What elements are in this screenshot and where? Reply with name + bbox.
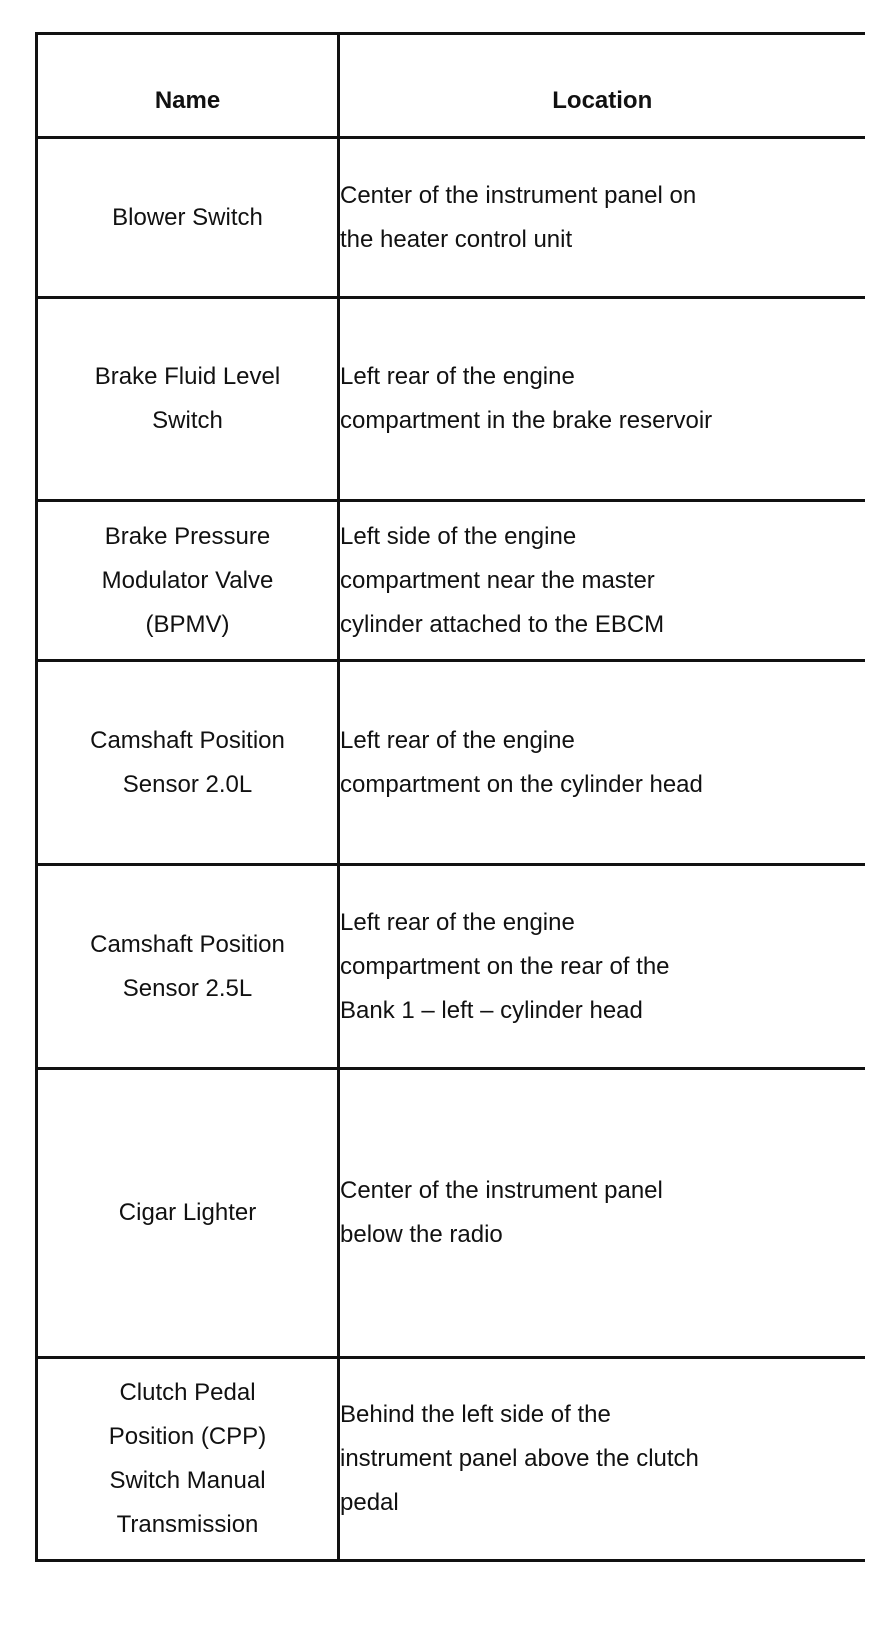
component-location: Center of the instrument panel below the radio <box>340 1177 663 1248</box>
table-row <box>37 138 865 298</box>
component-name: Camshaft Position Sensor 2.5L <box>90 930 285 1002</box>
table-row <box>37 865 865 1069</box>
component-location-cell <box>339 1069 865 1358</box>
component-name: Blower Switch <box>112 203 263 231</box>
table-row <box>37 661 865 865</box>
table-row <box>37 298 865 501</box>
component-location: Left side of the engine compartment near the master cylinder attached to the EBCM <box>340 522 665 638</box>
component-name-cell <box>37 865 339 1069</box>
table-header-row <box>37 34 865 138</box>
component-name-cell <box>37 1069 339 1358</box>
component-location-cell <box>339 298 865 501</box>
component-name-cell <box>37 661 339 865</box>
table-row <box>37 501 865 661</box>
component-name-cell <box>37 298 339 501</box>
component-location-cell <box>339 138 865 298</box>
component-location-cell <box>339 1358 865 1561</box>
component-name: Cigar Lighter <box>118 1199 257 1226</box>
column-header-name: Name <box>37 34 339 138</box>
component-name-cell <box>37 501 339 661</box>
component-location: Center of the instrument panel on the heater control unit <box>340 181 697 253</box>
table-row <box>37 1069 865 1358</box>
component-location: Left rear of the engine compartment on the cylinder head <box>340 726 703 798</box>
component-name-cell <box>37 1358 339 1561</box>
component-name: Clutch Pedal Position (CPP) Switch Manual Transmission <box>108 1379 267 1538</box>
component-name-cell <box>37 138 339 298</box>
table-row <box>37 1358 865 1561</box>
component-location-cell <box>339 865 865 1069</box>
component-location-cell <box>339 501 865 661</box>
column-header-location: Location <box>339 34 865 138</box>
component-location: Left rear of the engine compartment on the rear of the Bank 1 – left – cylinder head <box>340 908 670 1024</box>
component-name: Brake Pressure Modulator Valve (BPMV) <box>101 522 274 638</box>
component-name: Camshaft Position Sensor 2.0L <box>90 726 285 798</box>
component-location: Left rear of the engine compartment in the brake reservoir <box>340 363 713 434</box>
component-name: Brake Fluid Level Switch <box>94 363 281 434</box>
component-location-table <box>35 32 865 1562</box>
component-location-cell <box>339 661 865 865</box>
component-location: Behind the left side of the instrument panel above the clutch pedal <box>340 1401 699 1516</box>
